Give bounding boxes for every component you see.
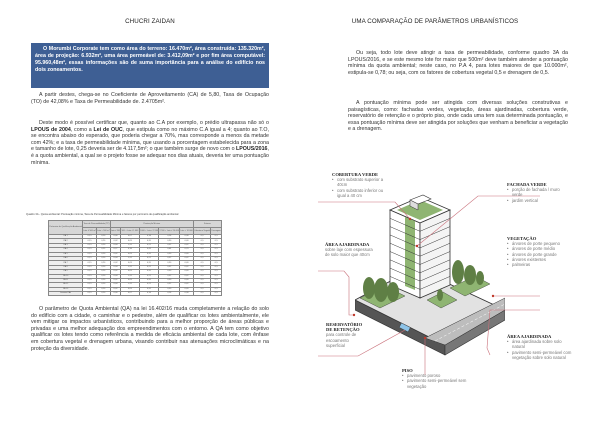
table-cell: 0,5 [211, 287, 222, 291]
label-area-ajardinada-solo [507, 334, 575, 360]
label-title: RESERVATÓRIO DE RETENÇÃO [326, 322, 363, 333]
label-fachada-verde [507, 182, 567, 203]
table-cell: 0,28 [159, 292, 180, 296]
table-cell: 0,40 [180, 261, 194, 265]
table-cell: 0,20 [96, 243, 110, 247]
table-subheader: 500 < Lote ≤ 1.000 [121, 228, 139, 235]
table-cell: 0,07 [121, 235, 139, 239]
table-cell: 0,18 [139, 292, 159, 296]
table-cell: 0,02 [110, 278, 121, 282]
table-cell: 0,32 [159, 256, 180, 260]
table-cell: PA 2 [49, 239, 83, 243]
label-title: ÁREA AJARDINADA [507, 334, 552, 339]
table-cell: 0,42 [180, 265, 194, 269]
table-cell: 0,22 [139, 243, 159, 247]
table-cell: 0,22 [139, 256, 159, 260]
table-cell: PA 7 [49, 261, 83, 265]
table-cell: 0,32 [159, 243, 180, 247]
label-text: para controle de escoamento superficial [326, 332, 357, 348]
table-cell: 0,5 [211, 235, 222, 239]
table-cell: PA 12 [49, 283, 83, 287]
table-cell: 0,15 [83, 261, 97, 265]
table-cell: 0,20 [96, 274, 110, 278]
paragraph [31, 120, 269, 166]
table-cell: 0,20 [139, 278, 159, 282]
label-item: • com substrato inferior ou igual a 40 cm [337, 188, 387, 198]
table-cell: 0,5 [211, 292, 222, 296]
table-cell: 0,42 [180, 274, 194, 278]
table-cell: 0,02 [110, 287, 121, 291]
table-cell: PA 5 [49, 252, 83, 256]
table-cell: 0,40 [180, 239, 194, 243]
table-row [49, 292, 222, 296]
table-cell: 0,5 [193, 261, 211, 265]
table-cell: 0,11 [121, 274, 139, 278]
table-subheader: Lote > 500 m² [96, 228, 110, 235]
table-cell: 0,5 [211, 283, 222, 287]
marker-dot [424, 337, 426, 339]
table-subheader: Drenagem [211, 228, 222, 235]
table-cell: 0,30 [159, 252, 180, 256]
table-cell: 0,15 [83, 270, 97, 274]
table-cell: 0,02 [110, 261, 121, 265]
table-cell: 0,04 [110, 243, 121, 247]
table-cell: 0,42 [180, 256, 194, 260]
table-cell: PA 3 [49, 243, 83, 247]
table-cell: 0,5 [193, 252, 211, 256]
table-cell: 0,04 [110, 256, 121, 260]
label-item: • área ajardinada sobre solo natural [512, 339, 575, 349]
table-cell: 0,20 [96, 278, 110, 282]
table-cell: 0,15 [83, 243, 97, 247]
table-header: Perímetro de Qualificação Ambiental [49, 221, 83, 235]
table-cell: 0,15 [83, 235, 97, 239]
table-cell: 0,20 [96, 261, 110, 265]
emphasis: Lei de OUC [93, 126, 123, 133]
table-cell: 0,15 [83, 278, 97, 282]
table-cell: 0,5 [211, 278, 222, 282]
table-cell: 0,5 [211, 248, 222, 252]
table-cell: 0,09 [121, 252, 139, 256]
table-cell: 0,11 [121, 243, 139, 247]
table-cell: 0,5 [193, 256, 211, 260]
paragraph: A partir destes, chega-se no Coeficiente de Aproveitamento (CA) de 5,80, Taxa de Ocupação (TO) de 42,08% e Taxa de Permeabilidade de. 2.4705m². [31, 92, 269, 105]
table-cell: 0,5 [193, 287, 211, 291]
marker-dot [492, 295, 494, 297]
table-cell: 0,20 [139, 270, 159, 274]
label-item: • pavimento poroso [407, 373, 472, 378]
text: Deste modo é possível certificar que, quanto ao C.A por exemplo, o prédio ultrapassa não só o [39, 120, 269, 126]
paragraph: O parâmetro de Quota Ambiental (QA) na lei 16.402/16 muda completamente a relação do solo do edifício com a cidade, o caminhar e o pedestre, além de qualificar os lotes ambientalmente, ele vem mitigar os impactos urbanísticos, contribuindo para a melhor proporção de áreas públicas e privadas e uma melhor adequação dos empreendimentos com o entorno. A QA tem como objetivo qualificar os lotes tendo como referência a medida de eficácia ambiental de cada lote, com ênfase em cobertura vegetal e drenagem urbana, visando contribuir nas atenuações microclimáticas e na proteção da diversidade. [31, 306, 269, 352]
table-header: Pontuação Mínima [110, 221, 193, 228]
table-cell: 0,40 [180, 252, 194, 256]
table-cell: 0,5 [211, 239, 222, 243]
marker-dot [416, 245, 418, 247]
table-cell: 0,27 [110, 248, 121, 252]
table-cell: 0,11 [121, 283, 139, 287]
emphasis: LPOUS de 2004 [31, 126, 71, 133]
table-cell: 0,5 [193, 283, 211, 287]
table-cell: 0,00 [110, 235, 121, 239]
table-cell: 0,20 [96, 270, 110, 274]
label-title: VEGETAÇÃO [507, 236, 537, 241]
table-subheader: 2.500 < Lote ≤ 10.000 [159, 228, 180, 235]
text: , é a quota ambiental, a qual se o projeto fosse se adequar nos dias atuais, deveria ter uma pontuação mínima. [31, 146, 269, 166]
table-cell: 0,09 [121, 278, 139, 282]
paragraph: A pontuação mínima pode ser atingida com diversas soluções construtivas e paisagísticas, como: fachadas verdes, vegetação, áreas ajardinadas, cobertura verde, reservatório de retenção e o próprio piso, onde cada uma tem sua determinada pontuação, e essa pontuação mínima deve ser atingida por soluções que venham a beneficiar a vegetação e a drenagem. [348, 100, 568, 133]
table-cell: 0,20 [96, 265, 110, 269]
label-vegetacao [507, 236, 577, 267]
table-cell: 0,22 [139, 283, 159, 287]
table-cell: 0,02 [110, 239, 121, 243]
label-title: COBERTURA VERDE [332, 172, 379, 177]
table-cell: 0,5 [193, 248, 211, 252]
table-cell: 0,09 [121, 270, 139, 274]
table-cell: 0,09 [121, 287, 139, 291]
table-cell: 0,20 [96, 292, 110, 296]
table-cell: 0,22 [139, 265, 159, 269]
table-cell: 0,20 [96, 252, 110, 256]
table-cell: 0,20 [139, 252, 159, 256]
table-cell: PA 11 [49, 278, 83, 282]
table-cell: PA 4 [49, 248, 83, 252]
table-cell: 0,20 [96, 287, 110, 291]
table-cell: 0,5 [211, 270, 222, 274]
table-cell: 0,15 [83, 252, 97, 256]
table-cell: 0,15 [83, 239, 97, 243]
table-cell: 0,38 [180, 292, 194, 296]
emphasis: LPOUS/2016 [236, 146, 268, 153]
text: , que estipula como no máximo C.A igual a 4; quanto ao T.O, se encontra abaixo do esperado, que poderia chegar a 70%, mas corresponde a menos da metade com 42%; e a taxa de permeabilidade mínima, que usando a porcentagem estabelecida para a zona e tamanho de lote, 0,25 deveria ser de 4.117,5m²; o que também surge de novo com o [31, 126, 269, 153]
leader-line [318, 202, 410, 219]
label-item: • árvores de porte médio [512, 246, 577, 251]
table-cell: 0,15 [83, 265, 97, 269]
table-subheader: Cobertura Vegetal [193, 228, 211, 235]
marker-dot [353, 314, 355, 316]
table-cell: 0,5 [193, 292, 211, 296]
table-cell: 0,15 [83, 283, 97, 287]
label-item: • pavimento semi-permeável sem vegetação [407, 378, 472, 388]
paragraph: Ou seja, todo lote deve atingir a taxa de permeabilidade, conforme quadro 3A da LPOUS/2016, e se este mesmo lote for maior que 500m² deve também atender a pontuação mínima da quota ambiental; neste caso, no P.A 4, para lotes maiores de que 10.000m², estipula-se 0,78; ou seja, com os fatores de cobertura vegetal 0,5 e drenagem de 0,5. [348, 50, 568, 76]
label-item: • pavimento semi-permeável com vegetação sobre solo natural [512, 350, 575, 360]
table-cell: 0,64 [159, 248, 180, 252]
table-cell: 0,30 [159, 239, 180, 243]
table-cell: 0,5 [193, 243, 211, 247]
label-item: • jardim vertical [512, 198, 567, 203]
table-cell: 0,42 [180, 243, 194, 247]
label-reservatorio [326, 322, 368, 348]
table-subheader: 1.000 < Lote ≤ 2.500 [139, 228, 159, 235]
table-cell: 0,5 [193, 278, 211, 282]
label-title: PISO [402, 368, 413, 373]
table-cell: 0,07 [121, 292, 139, 296]
label-area-ajardinada-laje [325, 242, 373, 258]
label-piso [402, 368, 472, 389]
table-cell: 0,20 [96, 283, 110, 287]
table-cell: 0,09 [121, 239, 139, 243]
table-cell: 0,15 [83, 287, 97, 291]
table-cell: 0,30 [159, 287, 180, 291]
marker-dot [409, 218, 411, 220]
quota-table [48, 220, 222, 296]
table-cell: 0,5 [211, 256, 222, 260]
page-header: UMA COMPARAÇÃO DE PARÂMETROS URBANÍSTICOS [351, 18, 519, 25]
table-cell: 0,20 [139, 261, 159, 265]
table-cell: 0,02 [110, 252, 121, 256]
table-cell: 0,20 [139, 287, 159, 291]
table-cell: PA 8 [49, 265, 83, 269]
label-text: sobre laje com espessura de solo maior que 40cm [325, 247, 373, 258]
table-subheader: Lote ≤ 500 [110, 228, 121, 235]
table-cell: 0,5 [211, 261, 222, 265]
table-cell: 0,5 [193, 265, 211, 269]
table-cell: 0,40 [180, 270, 194, 274]
table-cell: PA 10 [49, 274, 83, 278]
label-item: • árvores existentes [512, 257, 577, 262]
table-cell: 0,5 [211, 265, 222, 269]
table-caption: Quadro 3A - Quota ambiental: Pontuação mínima, Taxa de Permeabilidade Mínima e fatores por perímetro de qualificação ambiental [26, 213, 179, 216]
table-cell: PA 13 [49, 287, 83, 291]
label-item: • porção de fachada / muro verde [512, 187, 567, 197]
table-cell: 0,30 [159, 270, 180, 274]
label-item: • com substrato superior a 40cm [337, 177, 387, 187]
table-cell: 0,30 [159, 261, 180, 265]
table-header: Taxa de Permeabilidade (TP) [83, 221, 111, 228]
table-cell: 0,5 [211, 252, 222, 256]
table-header: Fatores [193, 221, 221, 228]
table-cell: 0,5 [193, 239, 211, 243]
label-title: FACHADA VERDE [507, 182, 547, 187]
label-item: • árvores de porte grande [512, 252, 577, 257]
table-cell: PA 9 [49, 270, 83, 274]
table-cell: 0,15 [83, 256, 97, 260]
table-cell: PA 6 [49, 256, 83, 260]
table-cell: 0,02 [110, 270, 121, 274]
table-cell: 0,49 [139, 248, 159, 252]
table-subheader: Lote > 10.000 [180, 228, 194, 235]
table-cell: PA 1 [49, 235, 83, 239]
table-subheader: Lote ≤ 500 m² [83, 228, 97, 235]
table-cell: 0,11 [121, 265, 139, 269]
table-cell: 0,28 [159, 235, 180, 239]
table-cell: 0,11 [121, 256, 139, 260]
table-cell: 0,09 [121, 261, 139, 265]
table-cell: 0,40 [180, 278, 194, 282]
table-cell: 0,04 [110, 265, 121, 269]
table-cell: 0,42 [180, 283, 194, 287]
table-cell: 0,20 [96, 235, 110, 239]
leader-line [318, 271, 354, 315]
table-cell: 0,38 [180, 235, 194, 239]
table-cell: 0,20 [96, 239, 110, 243]
table-cell: 0,22 [139, 274, 159, 278]
table-cell: 0,5 [211, 274, 222, 278]
table-cell: Demais PAs [49, 292, 83, 296]
highlight-box: O Morumbi Corporate tem como área do terreno: 16.470m², área construída: 135.320m², área de projeção: 6.932m², uma área permeável de: 3.412,09m² e por fim área computável: 95.960,48m², essas informações são de suma importância para a análise do edifício nos dois zoneamentos. [31, 43, 269, 88]
table-cell: 0,20 [139, 239, 159, 243]
table-cell: 0,32 [159, 274, 180, 278]
table-cell: 0,04 [110, 274, 121, 278]
table-cell: 0,5 [193, 274, 211, 278]
table-cell: 0,38 [121, 248, 139, 252]
table-cell: 0,15 [83, 292, 97, 296]
table-cell: 0,04 [110, 283, 121, 287]
table-cell: 0,15 [83, 274, 97, 278]
table-cell: 0,00 [110, 292, 121, 296]
table-cell: 0,5 [193, 235, 211, 239]
table-cell: 0,32 [159, 265, 180, 269]
table-cell: 0,32 [159, 283, 180, 287]
table-cell: 0,18 [139, 235, 159, 239]
label-item: • palmeiras [512, 262, 577, 267]
label-item: • árvores de porte pequeno [512, 241, 577, 246]
table-cell: 0,20 [96, 256, 110, 260]
table-cell: 0,40 [180, 287, 194, 291]
page-header: CHUCRI ZAIDAN [125, 18, 175, 25]
text: , como a [70, 126, 94, 133]
label-cobertura-verde [332, 172, 387, 198]
table-cell: 0,5 [193, 270, 211, 274]
table-cell: 0,78 [180, 248, 194, 252]
table-cell: 0,15 [83, 248, 97, 252]
table-cell: 0,5 [211, 243, 222, 247]
table-cell: 0,25 [96, 248, 110, 252]
table-cell: 0,30 [159, 278, 180, 282]
label-title: ÁREA AJARDINADA [325, 242, 370, 247]
